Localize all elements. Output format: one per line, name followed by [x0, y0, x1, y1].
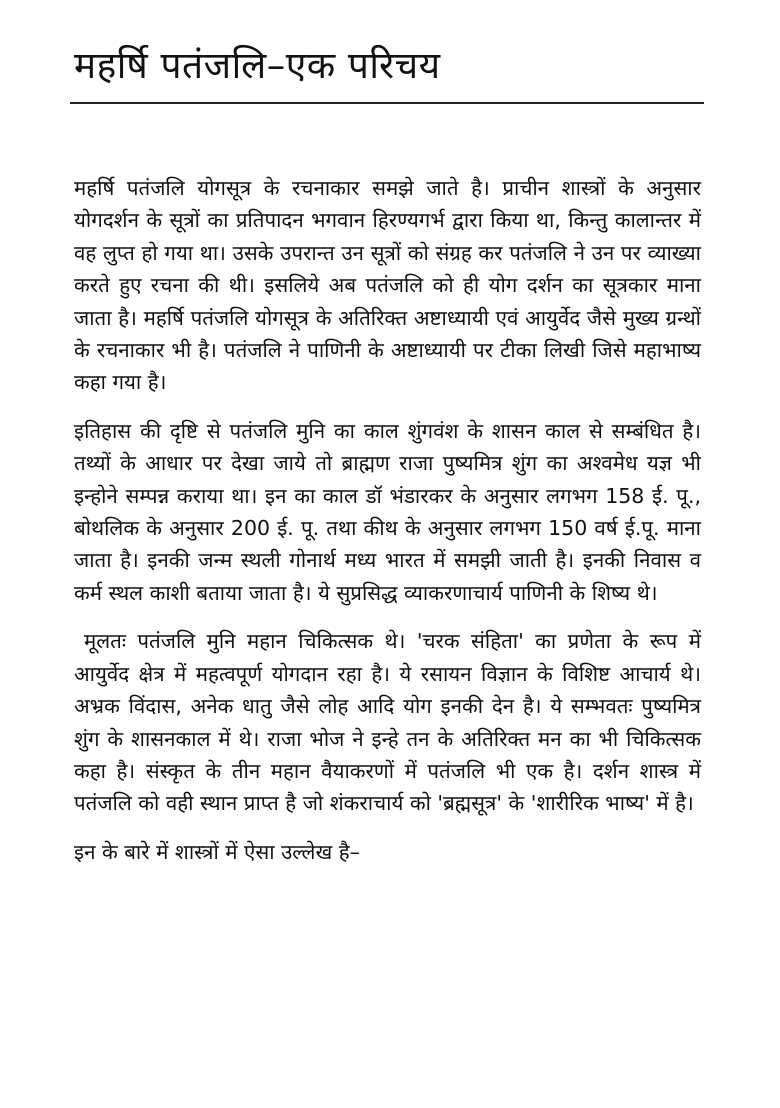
title-divider: [70, 102, 704, 104]
document-body: [74, 172, 701, 868]
paragraph-intro: महर्षि पतंजलि योगसूत्र के रचनाकार समझे जाते है। प्राचीन शास्त्रों के अनुसार योगदर्शन के सूत्रों का प्रतिपादन भगवान हिरण्यगर्भ द्वारा किया था, किन्तु कालान्तर में वह लुप्त हो गया था। उसके उपरान्त उन सूत्रों को संग्रह कर पतंजलि ने उन पर व्याख्या करते हुए रचना की थी। इसलिये अब पतंजलि को ही योग दर्शन का सूत्रकार माना जाता है। महर्षि पतंजलि योगसूत्र के अतिरिक्त अष्टाध्यायी एवं आयुर्वेद जैसे मुख्य ग्रन्थों के रचनाकार भी है। पतंजलि ने पाणिनी के अष्टाध्यायी पर टीका लिखी जिसे महाभाष्य कहा गया है।: [74, 176, 701, 395]
page-title: महर्षि पतंजलि–एक परिचय: [74, 44, 441, 87]
paragraph-scripture-mention: इन के बारे में शास्त्रों में ऐसा उल्लेख है–: [74, 839, 360, 864]
paragraph-medicine: मूलतः पतंजलि मुनि महान चिकित्सक थे। 'चरक संहिता' का प्रणेता के रूप में आयुर्वेद क्षेत्र में महत्वपूर्ण योगदान रहा है। ये रसायन विज्ञान के विशिष्ट आचार्य थे। अभ्रक विंदास, अनेक धातु जैसे लोह आदि योग इनकी देन है। ये सम्भवतः पुष्यमित्र शुंग के शासनकाल में थे। राजा भोज ने इन्हे तन के अतिरिक्त मन का भी चिकित्सक कहा है। संस्कृत के तीन महान वैयाकरणों में पतंजलि भी एक है। दर्शन शास्त्र में पतंजलि को वही स्थान प्राप्त है जो शंकराचार्य को 'ब्रह्मसूत्र' के 'शारीरिक भाष्य' में है।: [74, 629, 701, 816]
paragraph-history: इतिहास की दृष्टि से पतंजलि मुनि का काल शुंगवंश के शासन काल से सम्बंधित है। तथ्यों के आधार पर देखा जाये तो ब्राह्मण राजा पुष्यमित्र शुंग का अश्वमेध यज्ञ भी इन्होने सम्पन्न कराया था। इन का काल डॉ भंडारकर के अनुसार लगभग 158 ई. पू., बोथलिक के अनुसार 200 ई. पू. तथा कीथ के अनुसार लगभग 150 वर्ष ई.पू. माना जाता है। इनकी जन्म स्थली गोनार्थ मध्य भारत में समझी जाती है। इनकी निवास व कर्म स्थल काशी बताया जाता है। ये सुप्रसिद्ध व्याकरणाचार्य पाणिनी के शिष्य थे।: [74, 418, 701, 605]
